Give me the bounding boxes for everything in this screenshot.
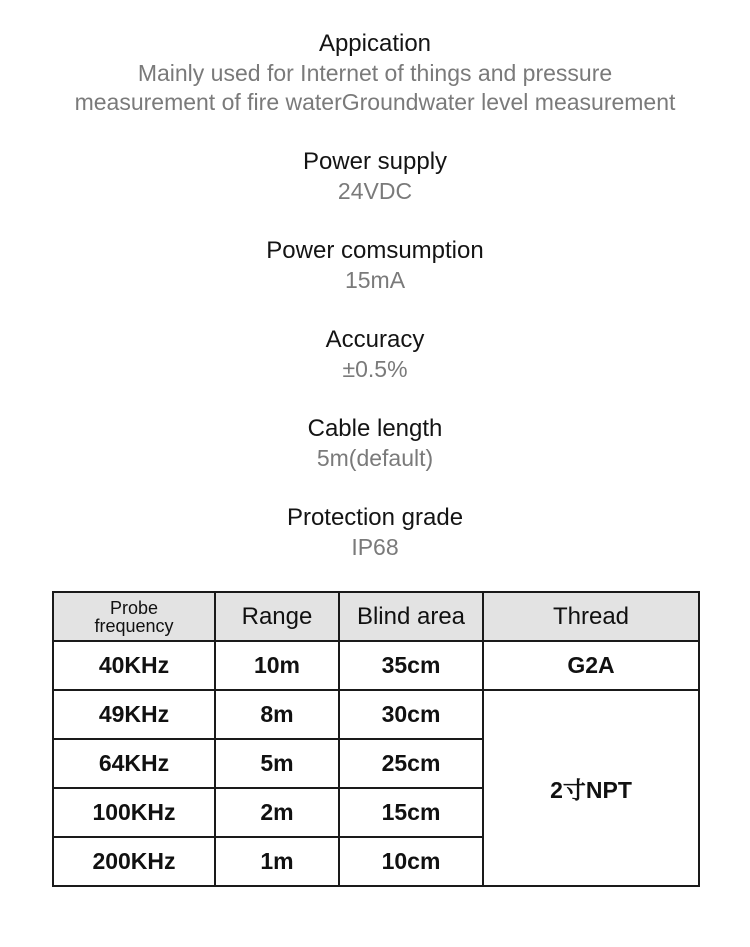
cell-blind-area: 15cm: [339, 788, 483, 837]
cell-range: 10m: [215, 641, 339, 690]
cell-range: 2m: [215, 788, 339, 837]
spec-power-consumption: [0, 236, 750, 295]
spec-title: Appication: [318, 30, 432, 57]
spec-title: Protection grade: [286, 504, 464, 531]
spec-table: [52, 591, 700, 887]
spec-title: Accuracy: [325, 326, 425, 353]
spec-title: Power supply: [302, 148, 448, 175]
cell-frequency: 64KHz: [53, 739, 215, 788]
spec-value: 5m(default): [316, 445, 434, 471]
cell-thread: 2寸NPT: [483, 690, 699, 886]
header-blind-area: Blind area: [339, 592, 483, 641]
header-thread: Thread: [483, 592, 699, 641]
cell-blind-area: 10cm: [339, 837, 483, 886]
spec-value-line: Mainly used for Internet of things and pressure: [137, 60, 613, 86]
spec-value: 15mA: [344, 267, 406, 293]
cell-blind-area: 30cm: [339, 690, 483, 739]
spec-cable-length: [0, 414, 750, 473]
cell-frequency: 40KHz: [53, 641, 215, 690]
cell-range: 5m: [215, 739, 339, 788]
cell-frequency: 100KHz: [53, 788, 215, 837]
spec-title: Cable length: [307, 415, 443, 442]
header-probe-line2: frequency: [94, 615, 174, 636]
table-header-row: [53, 592, 699, 641]
spec-accuracy: [0, 325, 750, 384]
spec-title: Power comsumption: [266, 237, 484, 264]
cell-blind-area: 25cm: [339, 739, 483, 788]
cell-thread: G2A: [483, 641, 699, 690]
header-probe-line1: Probe: [109, 597, 159, 618]
header-range: Range: [215, 592, 339, 641]
spec-value-line: measurement of fire waterGroundwater level measurement: [74, 89, 676, 115]
cell-frequency: 49KHz: [53, 690, 215, 739]
header-probe-frequency: [53, 592, 215, 641]
spec-value: IP68: [351, 534, 399, 560]
cell-frequency: 200KHz: [53, 837, 215, 886]
spec-power-supply: [0, 147, 750, 206]
spec-value: ±0.5%: [342, 356, 408, 382]
cell-range: 1m: [215, 837, 339, 886]
spec-protection-grade: [0, 503, 750, 562]
cell-blind-area: 35cm: [339, 641, 483, 690]
table-row: [53, 690, 699, 739]
cell-range: 8m: [215, 690, 339, 739]
spec-value: 24VDC: [337, 178, 413, 204]
spec-application: [0, 29, 750, 117]
table-row: [53, 641, 699, 690]
